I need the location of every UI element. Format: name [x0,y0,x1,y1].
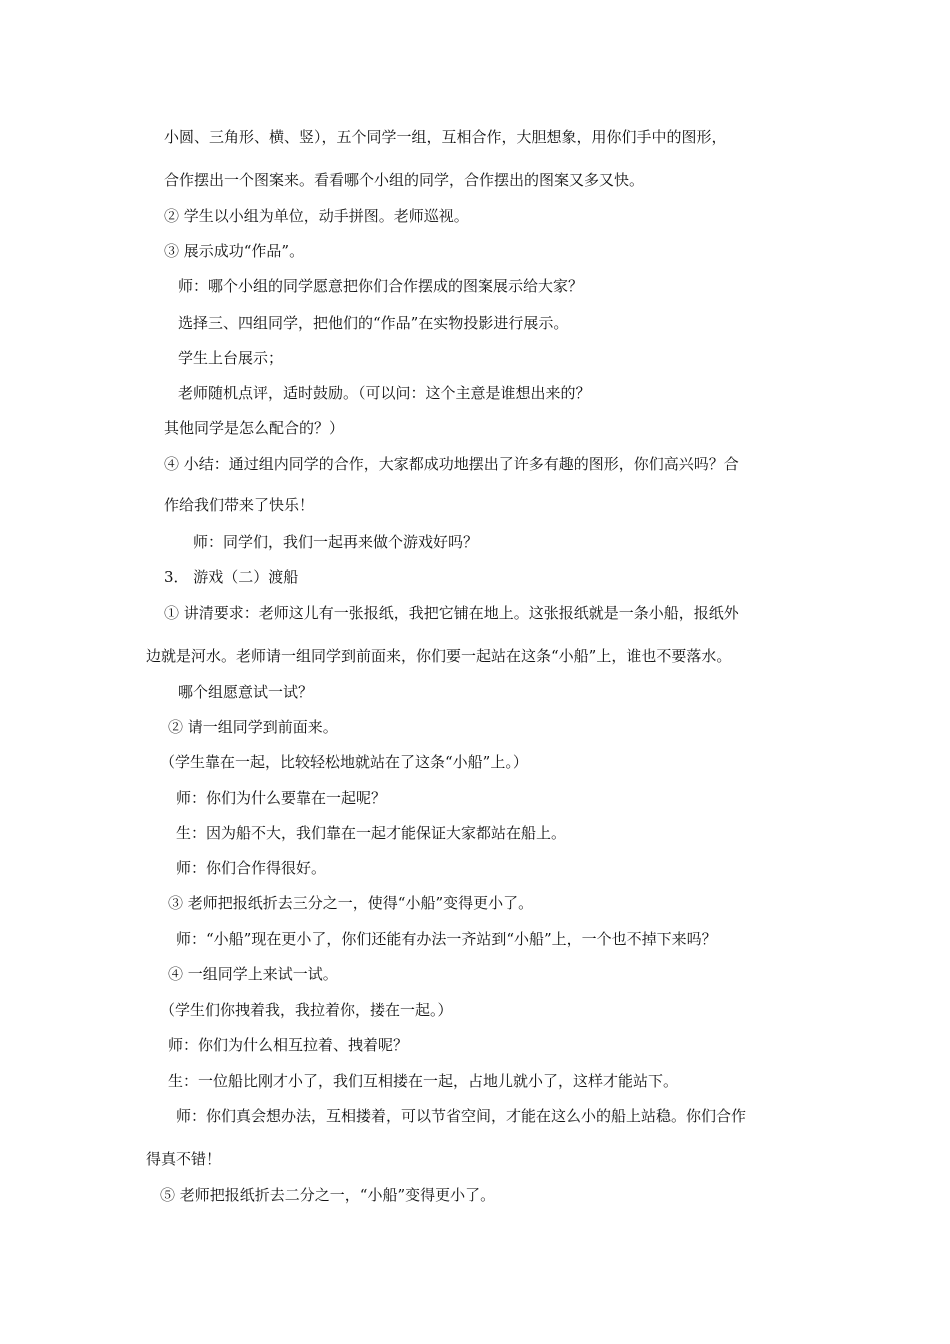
text-line: （学生靠在一起，比较轻松地就站在了这条“小船”上。） [160,753,528,771]
text-line: ④ 小结：通过组内同学的合作，大家都成功地摆出了许多有趣的图形，你们高兴吗？合 [164,455,739,473]
text-line: 得真不错！ [146,1150,222,1168]
text-line: 哪个组愿意试一试？ [178,683,314,701]
text-line: ③ 展示成功“作品”。 [164,242,305,260]
text-line: 师：你们为什么要靠在一起呢？ [176,789,387,807]
text-line: 其他同学是怎么配合的？） [164,419,345,437]
text-line: （学生们你拽着我，我拉着你，搂在一起。） [160,1001,453,1019]
text-line: ④ 一组同学上来试一试。 [168,965,338,983]
text-line: 3． 游戏（二）渡船 [164,568,299,586]
text-line: ③ 老师把报纸折去三分之一，使得“小船”变得更小了。 [168,894,534,912]
text-line: 师：哪个小组的同学愿意把你们合作摆成的图案展示给大家？ [178,277,584,295]
text-line: 生：一位船比刚才小了，我们互相搂在一起，占地儿就小了，这样才能站下。 [168,1072,679,1090]
text-line: ② 学生以小组为单位，动手拼图。老师巡视。 [164,207,469,225]
text-line: 师：同学们，我们一起再来做个游戏好吗？ [193,533,479,551]
text-line: 师：你们合作得很好。 [176,859,327,877]
text-line: 作给我们带来了快乐！ [164,496,315,514]
text-line: 小圆、三角形、横、竖），五个同学一组，互相合作，大胆想象，用你们手中的图形， [164,128,727,146]
text-line: ① 讲清要求：老师这儿有一张报纸，我把它铺在地上。这张报纸就是一条小船，报纸外 [164,604,739,622]
text-line: ⑤ 老师把报纸折去二分之一，“小船”变得更小了。 [160,1186,496,1204]
text-line: 学生上台展示； [178,349,284,367]
text-line: 边就是河水。老师请一组同学到前面来，你们要一起站在这条“小船”上，谁也不要落水。 [146,647,732,665]
text-line: 选择三、四组同学，把他们的“作品”在实物投影进行展示。 [178,314,569,332]
text-line: 老师随机点评，适时鼓励。（可以问：这个主意是谁想出来的？ [178,384,591,402]
text-line: 师：你们为什么相互拉着、拽着呢？ [168,1036,409,1054]
text-line: ② 请一组同学到前面来。 [168,718,338,736]
text-line: 合作摆出一个图案来。看看哪个小组的同学，合作摆出的图案又多又快。 [164,171,645,189]
text-line: 生：因为船不大，我们靠在一起才能保证大家都站在船上。 [176,824,567,842]
text-line: 师：你们真会想办法，互相搂着，可以节省空间，才能在这么小的船上站稳。你们合作 [176,1107,747,1125]
text-line: 师：“小船”现在更小了，你们还能有办法一齐站到“小船”上，一个也不掉下来吗？ [176,930,717,948]
